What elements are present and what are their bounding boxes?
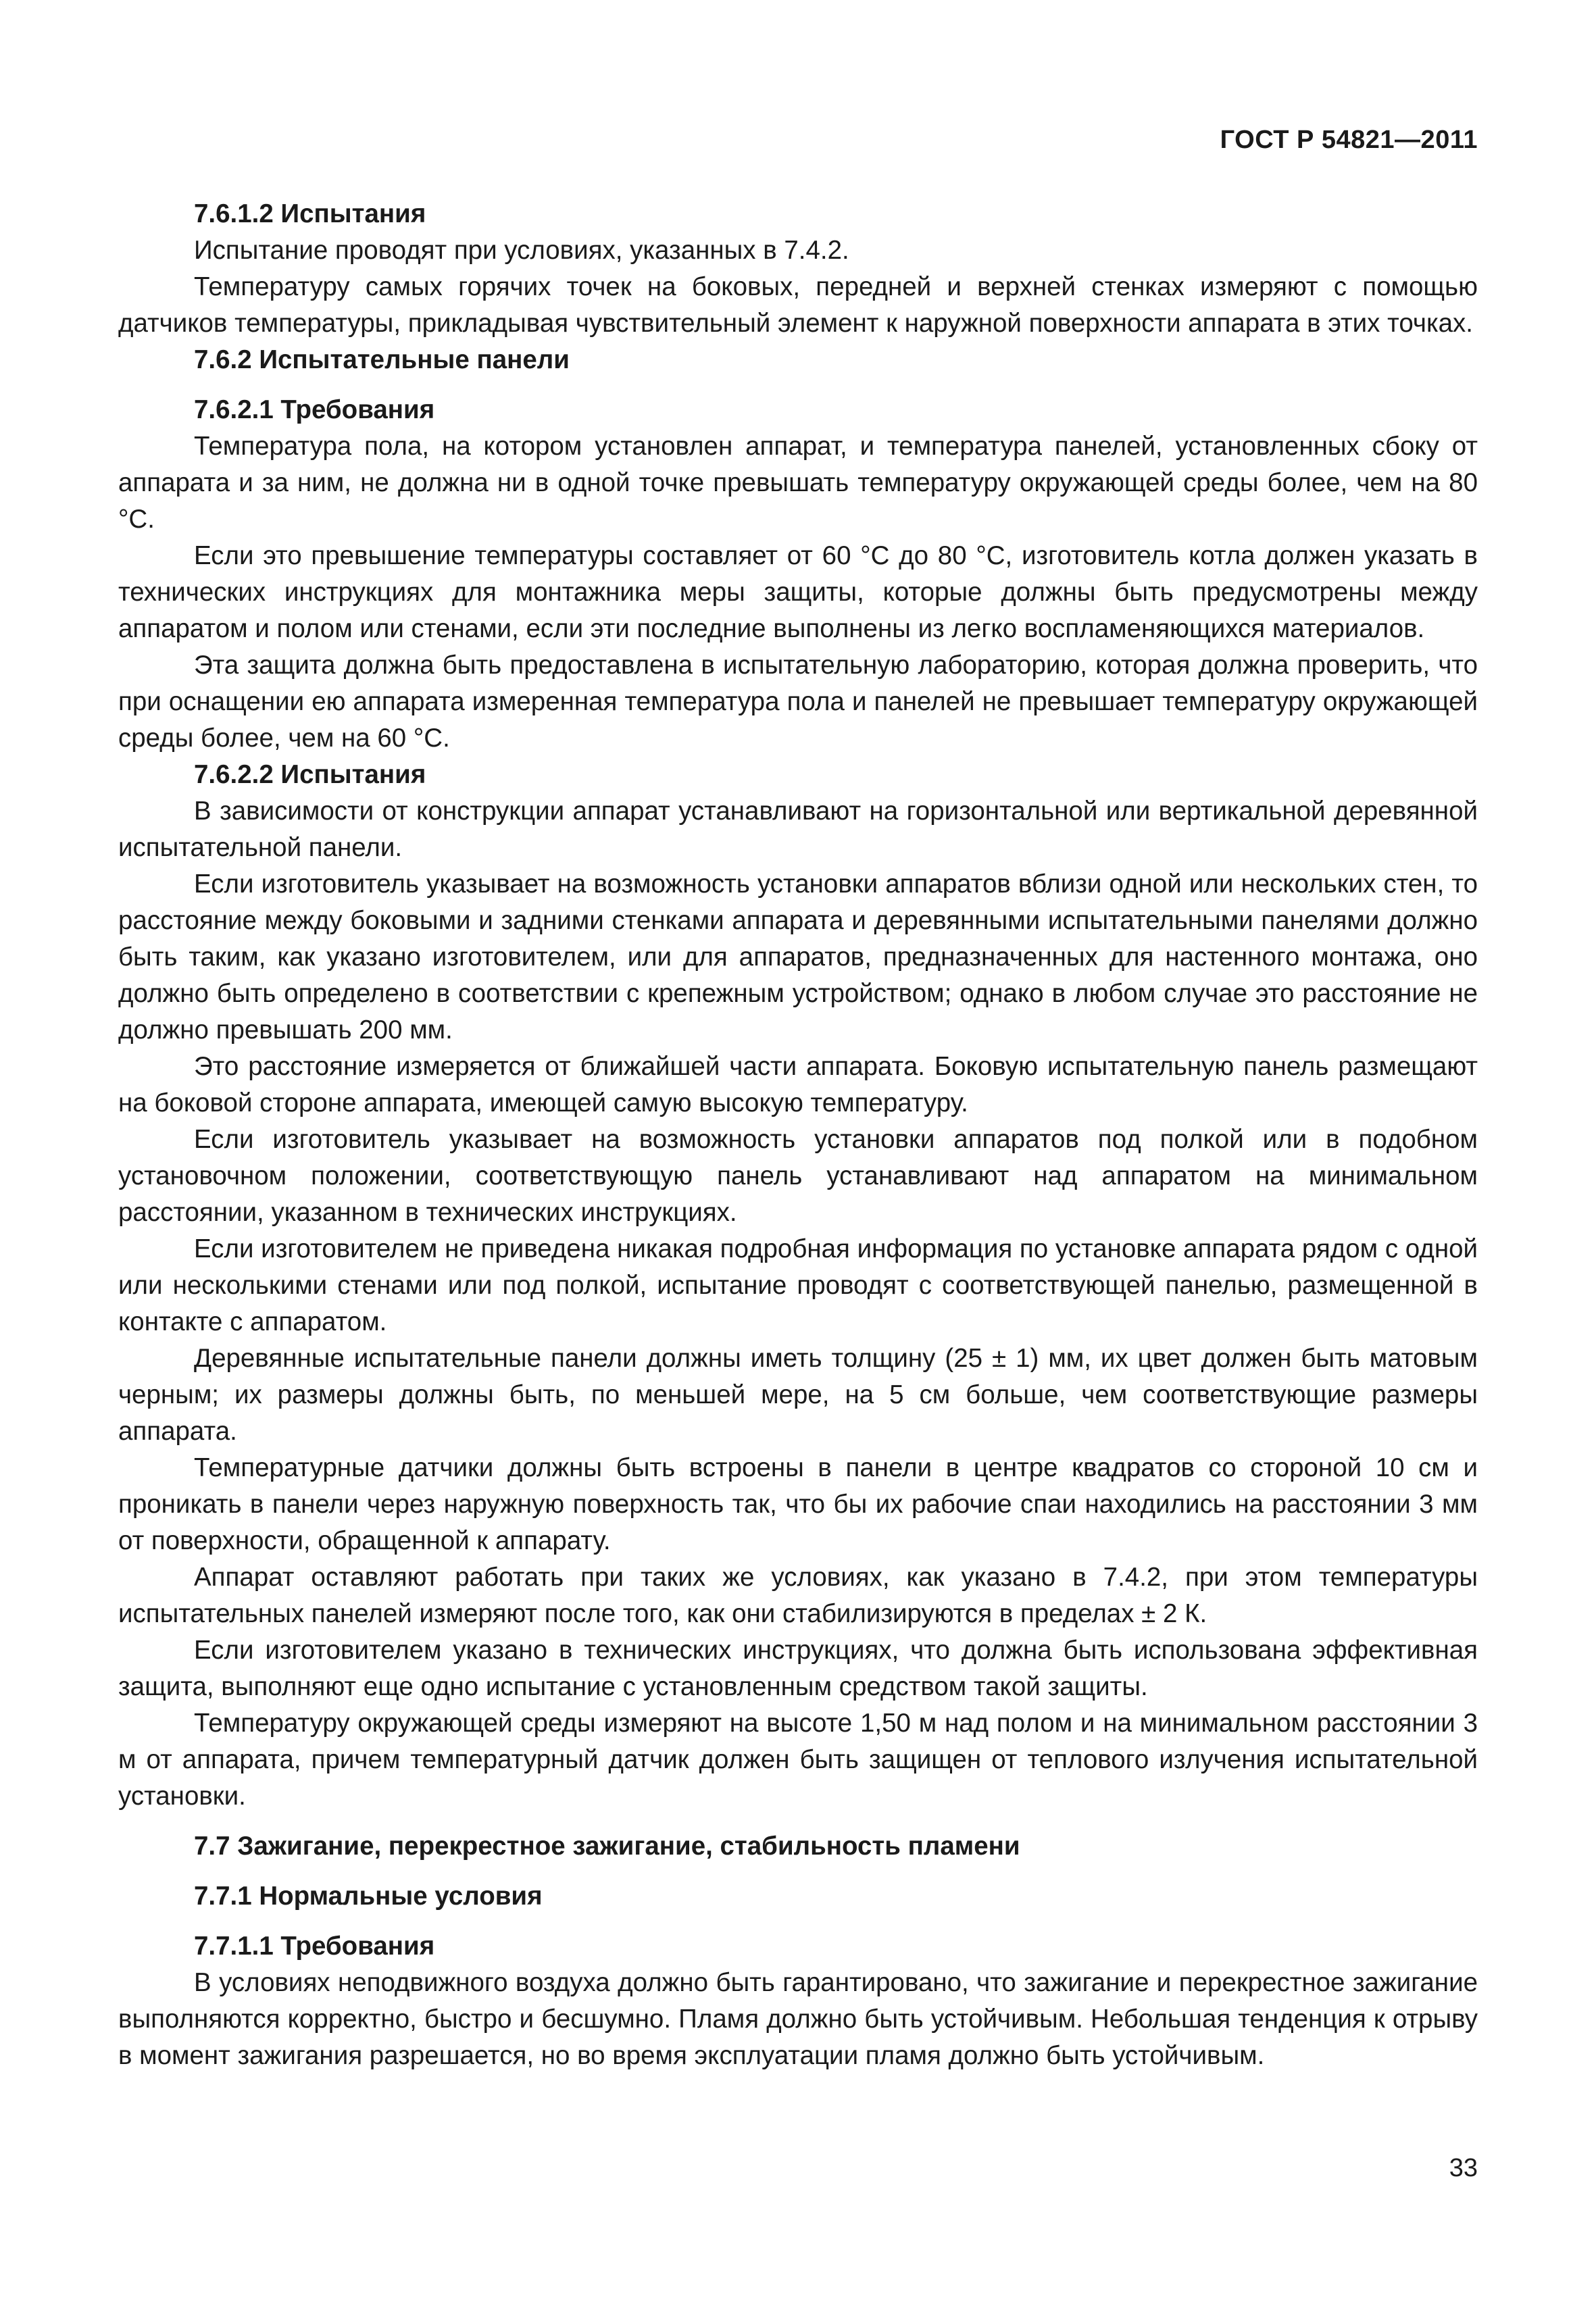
paragraph: Если это превышение температуры составляет от 60 °С до 80 °С, изготовитель котла должен указать в технических инструкциях для монтажника меры защиты, которые должны быть предусмотрены между аппаратом и полом или стенами, если эти последние выполнены из легко воспламеняющихся материалов.: [118, 541, 1478, 643]
section-heading: 7.6.2 Испытательные панели: [194, 345, 570, 374]
paragraph: Температурные датчики должны быть встроены в панели в центре квадратов со стороной 10 см и проникать в панели через наружную поверхность так, что бы их рабочие спаи находились на расстоянии 3 мм от поверхности, обращенной к аппарату.: [118, 1453, 1478, 1555]
section-heading: 7.7 Зажигание, перекрестное зажигание, стабильность пламени: [194, 1832, 1020, 1861]
paragraph: Если изготовитель указывает на возможность установки аппаратов под полкой или в подобном установочном положении, соответствующую панель устанавливают над аппаратом на минимальном расстоянии, указанном в технических инструкциях.: [118, 1125, 1478, 1227]
section-heading: 7.6.2.1 Требования: [194, 395, 435, 424]
paragraph: Если изготовителем не приведена никакая подробная информация по установке аппарата рядом с одной или несколькими стенами или под полкой, испытание проводят с соответствующей панелью, размещенной в контакте с аппаратом.: [118, 1234, 1478, 1336]
paragraph: Деревянные испытательные панели должны иметь толщину (25 ± 1) мм, их цвет должен быть матовым черным; их размеры должны быть, по меньшей мере, на 5 см больше, чем соответствующие размеры аппарата.: [118, 1344, 1478, 1446]
paragraph: Эта защита должна быть предоставлена в испытательную лабораторию, которая должна проверить, что при оснащении ею аппарата измеренная температура пола и панелей не превышает температуру окружающей среды более, чем на 60 °С.: [118, 651, 1478, 753]
section-heading: 7.7.1.1 Требования: [194, 1932, 435, 1961]
paragraph: Если изготовитель указывает на возможность установки аппаратов вблизи одной или нескольких стен, то расстояние между боковыми и задними стенками аппарата и деревянными испытательными панелями должно быть таким, как указано изготовителем, или для аппаратов, предназначенных для настенного монтажа, оно должно быть определено в соответствии с крепежным устройством; однако в любом случае это расстояние не должно превышать 200 мм.: [118, 870, 1478, 1045]
paragraph: Температуру самых горячих точек на боковых, передней и верхней стенках измеряют с помощью датчиков температуры, прикладывая чувствительный элемент к наружной поверхности аппарата в этих точках.: [118, 272, 1478, 338]
section-heading: 7.7.1 Нормальные условия: [194, 1882, 543, 1911]
page-number: 33: [1449, 2154, 1478, 2182]
section-heading: 7.6.1.2 Испытания: [194, 199, 426, 228]
document-standard-id: ГОСТ Р 54821—2011: [1220, 126, 1478, 154]
section-heading: 7.6.2.2 Испытания: [194, 760, 426, 789]
paragraph: Температуру окружающей среды измеряют на высоте 1,50 м над полом и на минимальном расстоянии 3 м от аппарата, причем температурный датчик должен быть защищен от теплового излучения испытательной установки.: [118, 1709, 1478, 1811]
paragraph: В условиях неподвижного воздуха должно быть гарантировано, что зажигание и перекрестное зажигание выполняются корректно, быстро и бесшумно. Пламя должно быть устойчивым. Небольшая тенденция к отрыву в момент зажигания разрешается, но во время эксплуатации пламя должно быть устойчивым.: [118, 1968, 1478, 2070]
paragraph: Температура пола, на котором установлен аппарат, и температура панелей, установленных сбоку от аппарата и за ним, не должна ни в одной точке превышать температуру окружающей среды более, чем на 80 °С.: [118, 432, 1478, 534]
paragraph: Это расстояние измеряется от ближайшей части аппарата. Боковую испытательную панель размещают на боковой стороне аппарата, имеющей самую высокую температуру.: [118, 1052, 1478, 1117]
paragraph: Аппарат оставляют работать при таких же условиях, как указано в 7.4.2, при этом температуры испытательных панелей измеряют после того, как они стабилизируются в пределах ± 2 К.: [118, 1563, 1478, 1628]
paragraph: Испытание проводят при условиях, указанных в 7.4.2.: [194, 236, 849, 265]
paragraph: Если изготовителем указано в технических инструкциях, что должна быть использована эффективная защита, выполняют еще одно испытание с установленным средством такой защиты.: [118, 1636, 1478, 1701]
document-body: [118, 196, 1478, 2074]
paragraph: В зависимости от конструкции аппарат устанавливают на горизонтальной или вертикальной деревянной испытательной панели.: [118, 797, 1478, 862]
